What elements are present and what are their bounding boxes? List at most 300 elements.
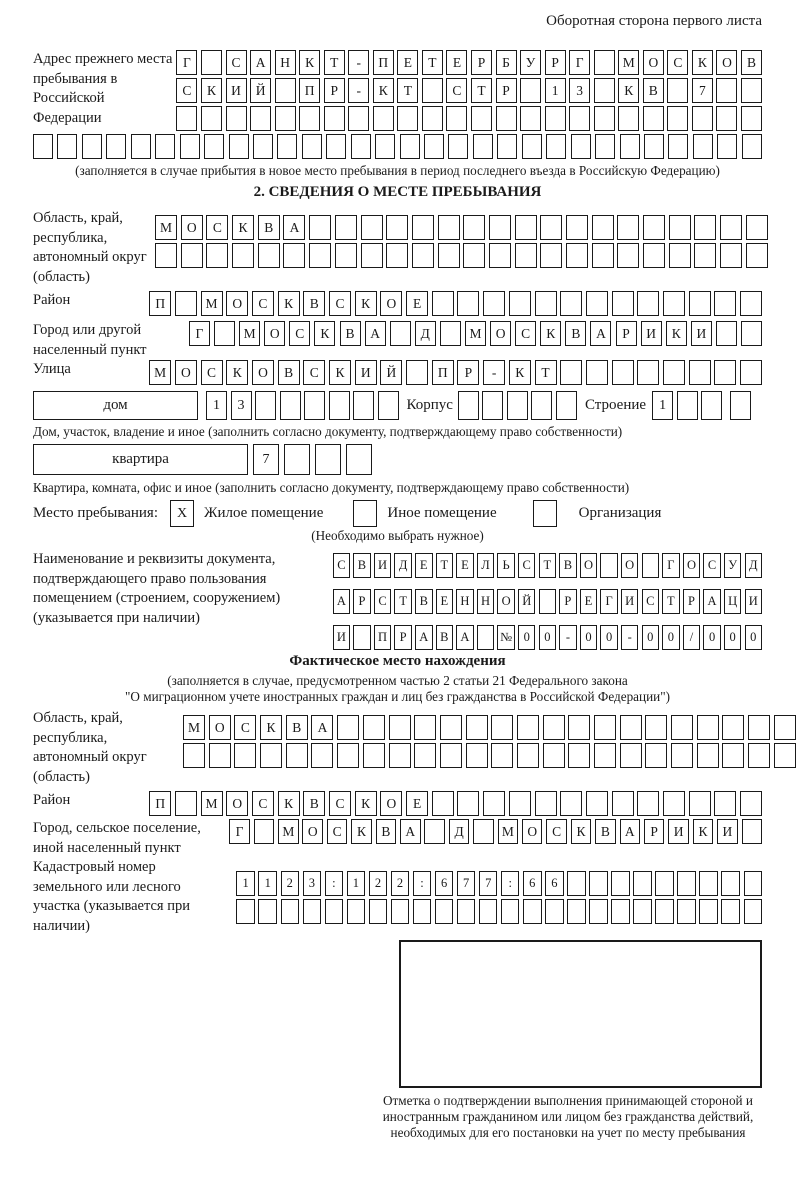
char-box[interactable]: А: [620, 819, 641, 844]
char-box[interactable]: [482, 391, 503, 420]
char-box[interactable]: О: [226, 291, 248, 316]
char-box[interactable]: [515, 215, 537, 240]
char-box[interactable]: [311, 743, 333, 768]
char-box[interactable]: А: [456, 625, 474, 650]
char-box[interactable]: И: [226, 78, 247, 103]
char-box[interactable]: [722, 743, 744, 768]
char-box[interactable]: -: [483, 360, 505, 385]
char-box[interactable]: И: [691, 321, 712, 346]
char-box[interactable]: Р: [616, 321, 637, 346]
char-box[interactable]: П: [149, 291, 171, 316]
char-box[interactable]: 3: [231, 391, 252, 420]
char-box[interactable]: [620, 743, 642, 768]
char-box[interactable]: [463, 243, 485, 268]
char-box[interactable]: Н: [477, 589, 495, 614]
char-box[interactable]: Г: [569, 50, 590, 75]
char-box[interactable]: Г: [229, 819, 250, 844]
char-box[interactable]: Р: [644, 819, 665, 844]
char-box[interactable]: [586, 360, 608, 385]
char-box[interactable]: Р: [559, 589, 577, 614]
char-box[interactable]: [637, 791, 659, 816]
char-box[interactable]: [353, 391, 374, 420]
char-box[interactable]: [440, 715, 462, 740]
char-box[interactable]: С: [206, 215, 228, 240]
char-box[interactable]: С: [176, 78, 197, 103]
char-box[interactable]: [694, 215, 716, 240]
char-box[interactable]: Т: [539, 553, 557, 578]
char-box[interactable]: 1: [236, 871, 255, 896]
char-box[interactable]: О: [181, 215, 203, 240]
char-box[interactable]: [250, 106, 271, 131]
char-box[interactable]: [466, 743, 488, 768]
char-box[interactable]: А: [590, 321, 611, 346]
char-box[interactable]: Е: [436, 589, 454, 614]
char-box[interactable]: Г: [662, 553, 680, 578]
char-box[interactable]: [181, 243, 203, 268]
char-box[interactable]: О: [380, 291, 402, 316]
char-box[interactable]: [375, 134, 395, 159]
char-box[interactable]: С: [546, 819, 567, 844]
char-box[interactable]: Т: [436, 553, 454, 578]
char-box[interactable]: В: [303, 791, 325, 816]
char-box[interactable]: И: [641, 321, 662, 346]
char-box[interactable]: У: [724, 553, 742, 578]
char-box[interactable]: [507, 391, 528, 420]
char-box[interactable]: [774, 743, 796, 768]
char-box[interactable]: [645, 743, 667, 768]
char-box[interactable]: [286, 743, 308, 768]
char-box[interactable]: М: [183, 715, 205, 740]
char-box[interactable]: К: [278, 291, 300, 316]
char-box[interactable]: 1: [347, 871, 366, 896]
char-box[interactable]: С: [446, 78, 467, 103]
char-box[interactable]: [258, 899, 277, 924]
char-box[interactable]: [689, 360, 711, 385]
char-box[interactable]: А: [250, 50, 271, 75]
char-box[interactable]: Л: [477, 553, 495, 578]
char-box[interactable]: -: [348, 78, 369, 103]
char-box[interactable]: [560, 791, 582, 816]
char-box[interactable]: А: [333, 589, 351, 614]
char-box[interactable]: М: [239, 321, 260, 346]
char-box[interactable]: [667, 78, 688, 103]
char-box[interactable]: 7: [692, 78, 713, 103]
char-box[interactable]: [353, 625, 371, 650]
char-box[interactable]: С: [703, 553, 721, 578]
char-box[interactable]: [643, 215, 665, 240]
char-box[interactable]: Н: [456, 589, 474, 614]
char-box[interactable]: [594, 715, 616, 740]
char-box[interactable]: С: [234, 715, 256, 740]
char-box[interactable]: О: [621, 553, 639, 578]
char-box[interactable]: [633, 871, 652, 896]
char-box[interactable]: М: [201, 791, 223, 816]
char-box[interactable]: [671, 743, 693, 768]
char-box[interactable]: Й: [518, 589, 536, 614]
char-box[interactable]: [535, 291, 557, 316]
char-box[interactable]: Р: [545, 50, 566, 75]
char-box[interactable]: [774, 715, 796, 740]
char-box[interactable]: 7: [479, 871, 498, 896]
char-box[interactable]: [400, 134, 420, 159]
char-box[interactable]: [617, 243, 639, 268]
char-box[interactable]: И: [333, 625, 351, 650]
char-box[interactable]: К: [260, 715, 282, 740]
char-box[interactable]: [589, 899, 608, 924]
char-box[interactable]: [361, 215, 383, 240]
char-box[interactable]: [326, 134, 346, 159]
char-box[interactable]: [589, 871, 608, 896]
char-box[interactable]: [337, 743, 359, 768]
char-box[interactable]: [446, 106, 467, 131]
char-box[interactable]: [748, 743, 770, 768]
char-box[interactable]: [209, 743, 231, 768]
char-box[interactable]: 2: [369, 871, 388, 896]
char-box[interactable]: [540, 215, 562, 240]
char-box[interactable]: С: [333, 553, 351, 578]
char-box[interactable]: [57, 134, 77, 159]
char-box[interactable]: [744, 871, 763, 896]
char-box[interactable]: [742, 134, 762, 159]
char-box[interactable]: [299, 106, 320, 131]
char-box[interactable]: К: [540, 321, 561, 346]
char-box[interactable]: [620, 134, 640, 159]
char-box[interactable]: [520, 78, 541, 103]
char-box[interactable]: [390, 321, 411, 346]
char-box[interactable]: С: [327, 819, 348, 844]
char-box[interactable]: [644, 134, 664, 159]
char-box[interactable]: Е: [446, 50, 467, 75]
char-box[interactable]: [406, 360, 428, 385]
char-box[interactable]: О: [264, 321, 285, 346]
char-box[interactable]: О: [497, 589, 515, 614]
char-box[interactable]: 0: [724, 625, 742, 650]
char-box[interactable]: [633, 899, 652, 924]
char-box[interactable]: В: [643, 78, 664, 103]
char-box[interactable]: [277, 134, 297, 159]
char-box[interactable]: [309, 215, 331, 240]
char-box[interactable]: О: [643, 50, 664, 75]
char-box[interactable]: В: [353, 553, 371, 578]
char-box[interactable]: С: [226, 50, 247, 75]
char-box[interactable]: [722, 715, 744, 740]
char-box[interactable]: [741, 78, 762, 103]
char-box[interactable]: Р: [683, 589, 701, 614]
char-box[interactable]: [335, 243, 357, 268]
char-box[interactable]: [389, 743, 411, 768]
char-box[interactable]: [740, 360, 762, 385]
char-box[interactable]: К: [329, 360, 351, 385]
char-box[interactable]: [489, 243, 511, 268]
char-box[interactable]: [594, 78, 615, 103]
char-box[interactable]: К: [693, 819, 714, 844]
char-box[interactable]: 7: [253, 444, 279, 475]
char-box[interactable]: О: [302, 819, 323, 844]
char-box[interactable]: 2: [391, 871, 410, 896]
char-box[interactable]: [471, 106, 492, 131]
char-box[interactable]: [424, 134, 444, 159]
char-box[interactable]: К: [509, 360, 531, 385]
char-box[interactable]: Е: [397, 50, 418, 75]
char-box[interactable]: И: [668, 819, 689, 844]
char-box[interactable]: [483, 291, 505, 316]
char-box[interactable]: [693, 134, 713, 159]
char-box[interactable]: [594, 50, 615, 75]
char-box[interactable]: М: [201, 291, 223, 316]
char-box[interactable]: [325, 899, 344, 924]
char-box[interactable]: [677, 391, 698, 420]
char-box[interactable]: [457, 899, 476, 924]
char-box[interactable]: [741, 321, 762, 346]
char-box[interactable]: [697, 715, 719, 740]
char-box[interactable]: [716, 106, 737, 131]
char-box[interactable]: [594, 106, 615, 131]
char-box[interactable]: Б: [496, 50, 517, 75]
char-box[interactable]: К: [232, 215, 254, 240]
char-box[interactable]: О: [380, 791, 402, 816]
char-box[interactable]: К: [226, 360, 248, 385]
char-box[interactable]: [386, 215, 408, 240]
char-box[interactable]: С: [303, 360, 325, 385]
char-box[interactable]: 1: [206, 391, 227, 420]
char-box[interactable]: [335, 215, 357, 240]
char-box[interactable]: [620, 715, 642, 740]
char-box[interactable]: [369, 899, 388, 924]
char-box[interactable]: [699, 899, 718, 924]
char-box[interactable]: Р: [496, 78, 517, 103]
char-box[interactable]: [346, 444, 372, 475]
char-box[interactable]: 6: [545, 871, 564, 896]
char-box[interactable]: [412, 243, 434, 268]
char-box[interactable]: 1: [258, 871, 277, 896]
char-box[interactable]: [232, 243, 254, 268]
char-box[interactable]: М: [149, 360, 171, 385]
char-box[interactable]: 6: [523, 871, 542, 896]
char-box[interactable]: [275, 106, 296, 131]
char-box[interactable]: [668, 134, 688, 159]
char-box[interactable]: И: [621, 589, 639, 614]
char-box[interactable]: [412, 215, 434, 240]
char-box[interactable]: [522, 134, 542, 159]
char-box[interactable]: [373, 106, 394, 131]
char-box[interactable]: 3: [303, 871, 322, 896]
char-box[interactable]: 2: [281, 871, 300, 896]
char-box[interactable]: Д: [415, 321, 436, 346]
char-box[interactable]: 0: [662, 625, 680, 650]
char-box[interactable]: [520, 106, 541, 131]
char-box[interactable]: О: [490, 321, 511, 346]
char-box[interactable]: [457, 791, 479, 816]
char-box[interactable]: Р: [471, 50, 492, 75]
char-box[interactable]: [440, 321, 461, 346]
char-box[interactable]: [569, 106, 590, 131]
char-box[interactable]: 6: [435, 871, 454, 896]
char-box[interactable]: [131, 134, 151, 159]
char-box[interactable]: [655, 871, 674, 896]
char-box[interactable]: С: [518, 553, 536, 578]
char-box[interactable]: А: [365, 321, 386, 346]
char-box[interactable]: М: [465, 321, 486, 346]
char-box[interactable]: П: [299, 78, 320, 103]
char-box[interactable]: [309, 243, 331, 268]
char-box[interactable]: [595, 134, 615, 159]
char-box[interactable]: П: [373, 50, 394, 75]
char-box[interactable]: [566, 215, 588, 240]
char-box[interactable]: [351, 134, 371, 159]
char-box[interactable]: Ц: [724, 589, 742, 614]
char-box[interactable]: [677, 871, 696, 896]
char-box[interactable]: [337, 715, 359, 740]
char-box[interactable]: [254, 819, 275, 844]
char-box[interactable]: С: [201, 360, 223, 385]
char-box[interactable]: Т: [662, 589, 680, 614]
char-box[interactable]: Р: [353, 589, 371, 614]
char-box[interactable]: Е: [415, 553, 433, 578]
char-box[interactable]: [497, 134, 517, 159]
char-box[interactable]: Д: [745, 553, 763, 578]
char-box[interactable]: [348, 106, 369, 131]
char-box[interactable]: В: [340, 321, 361, 346]
char-box[interactable]: О: [226, 791, 248, 816]
char-box[interactable]: О: [175, 360, 197, 385]
char-box[interactable]: [744, 899, 763, 924]
char-box[interactable]: [258, 243, 280, 268]
char-box[interactable]: [397, 106, 418, 131]
char-box[interactable]: У: [520, 50, 541, 75]
char-box[interactable]: [324, 106, 345, 131]
char-box[interactable]: [716, 78, 737, 103]
char-box[interactable]: А: [400, 819, 421, 844]
char-box[interactable]: [669, 243, 691, 268]
char-box[interactable]: [483, 791, 505, 816]
char-box[interactable]: [643, 243, 665, 268]
char-box[interactable]: [214, 321, 235, 346]
char-box[interactable]: [571, 134, 591, 159]
char-box[interactable]: [543, 743, 565, 768]
char-box[interactable]: [201, 50, 222, 75]
char-box[interactable]: [303, 899, 322, 924]
char-box[interactable]: О: [209, 715, 231, 740]
char-box[interactable]: К: [201, 78, 222, 103]
char-box[interactable]: [717, 134, 737, 159]
char-box[interactable]: Й: [380, 360, 402, 385]
char-box[interactable]: [689, 791, 711, 816]
char-box[interactable]: [175, 291, 197, 316]
char-box[interactable]: :: [325, 871, 344, 896]
char-box[interactable]: Г: [176, 50, 197, 75]
char-box[interactable]: А: [415, 625, 433, 650]
char-box[interactable]: М: [618, 50, 639, 75]
char-box[interactable]: [617, 215, 639, 240]
char-box[interactable]: Е: [406, 791, 428, 816]
char-box[interactable]: [438, 243, 460, 268]
char-box[interactable]: [523, 899, 542, 924]
char-box[interactable]: [716, 321, 737, 346]
char-box[interactable]: [663, 291, 685, 316]
char-box[interactable]: [389, 715, 411, 740]
char-box[interactable]: [491, 715, 513, 740]
char-box[interactable]: [655, 899, 674, 924]
char-box[interactable]: [714, 791, 736, 816]
char-box[interactable]: К: [299, 50, 320, 75]
char-box[interactable]: [255, 391, 276, 420]
char-box[interactable]: К: [571, 819, 592, 844]
char-box[interactable]: [422, 106, 443, 131]
char-box[interactable]: [592, 243, 614, 268]
char-box[interactable]: [556, 391, 577, 420]
char-box[interactable]: [473, 134, 493, 159]
char-box[interactable]: [477, 625, 495, 650]
char-box[interactable]: [234, 743, 256, 768]
char-box[interactable]: Т: [535, 360, 557, 385]
char-box[interactable]: [560, 360, 582, 385]
char-box[interactable]: [667, 106, 688, 131]
char-box[interactable]: [545, 899, 564, 924]
char-box[interactable]: [363, 743, 385, 768]
char-box[interactable]: О: [580, 553, 598, 578]
char-box[interactable]: -: [621, 625, 639, 650]
char-box[interactable]: [677, 899, 696, 924]
char-box[interactable]: [413, 899, 432, 924]
char-box[interactable]: [637, 360, 659, 385]
char-box[interactable]: [33, 134, 53, 159]
char-box[interactable]: Т: [397, 78, 418, 103]
char-box[interactable]: [155, 243, 177, 268]
char-box[interactable]: [229, 134, 249, 159]
char-box[interactable]: [496, 106, 517, 131]
char-box[interactable]: 0: [745, 625, 763, 650]
char-box[interactable]: [611, 871, 630, 896]
char-box[interactable]: О: [683, 553, 701, 578]
char-box[interactable]: [473, 819, 494, 844]
char-box[interactable]: В: [278, 360, 300, 385]
char-box[interactable]: [697, 743, 719, 768]
char-box[interactable]: [746, 243, 768, 268]
char-box[interactable]: -: [348, 50, 369, 75]
stay-type-checkbox-other[interactable]: [353, 500, 377, 527]
char-box[interactable]: [746, 215, 768, 240]
char-box[interactable]: С: [642, 589, 660, 614]
char-box[interactable]: [567, 899, 586, 924]
char-box[interactable]: [438, 215, 460, 240]
char-box[interactable]: [206, 243, 228, 268]
char-box[interactable]: М: [498, 819, 519, 844]
char-box[interactable]: Т: [422, 50, 443, 75]
char-box[interactable]: [543, 715, 565, 740]
char-box[interactable]: П: [432, 360, 454, 385]
char-box[interactable]: С: [667, 50, 688, 75]
char-box[interactable]: [545, 106, 566, 131]
char-box[interactable]: 1: [545, 78, 566, 103]
char-box[interactable]: [600, 553, 618, 578]
char-box[interactable]: О: [716, 50, 737, 75]
char-box[interactable]: [175, 791, 197, 816]
char-box[interactable]: [701, 391, 722, 420]
char-box[interactable]: В: [559, 553, 577, 578]
char-box[interactable]: [540, 243, 562, 268]
char-box[interactable]: [363, 715, 385, 740]
char-box[interactable]: -: [559, 625, 577, 650]
char-box[interactable]: Е: [580, 589, 598, 614]
char-box[interactable]: С: [252, 291, 274, 316]
char-box[interactable]: П: [149, 791, 171, 816]
char-box[interactable]: К: [373, 78, 394, 103]
char-box[interactable]: [741, 106, 762, 131]
char-box[interactable]: С: [289, 321, 310, 346]
char-box[interactable]: И: [374, 553, 392, 578]
char-box[interactable]: [432, 791, 454, 816]
char-box[interactable]: 1: [652, 391, 673, 420]
